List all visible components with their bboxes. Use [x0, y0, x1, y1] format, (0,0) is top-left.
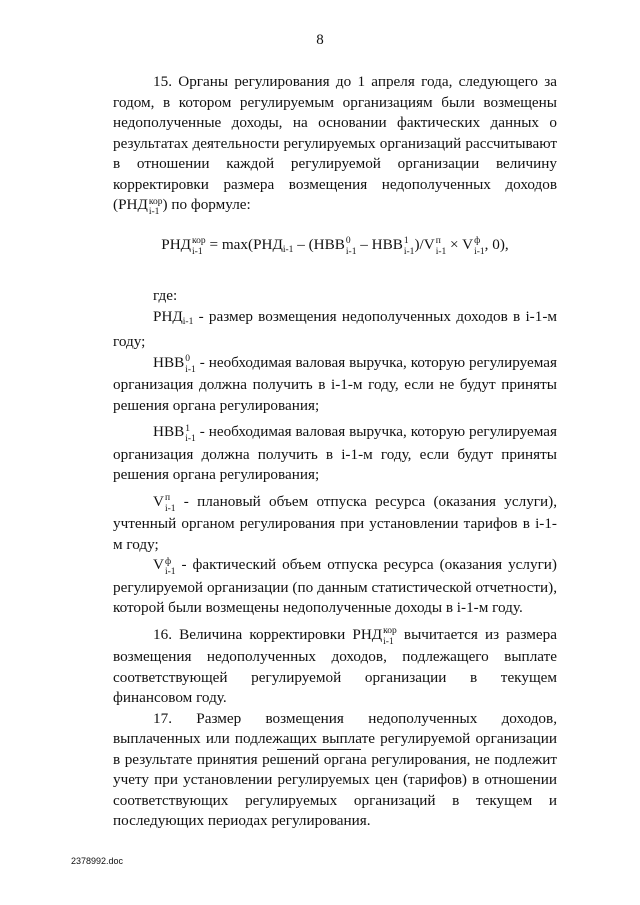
superscript: ф — [164, 556, 172, 567]
subscript: i-1 — [282, 244, 294, 255]
sup-sub — [185, 355, 196, 375]
formula-term-1: РНД — [253, 235, 283, 253]
superscript: 1 — [185, 423, 190, 434]
rnd-kor-symbol — [118, 196, 163, 217]
formula-term-2: НВВ — [313, 235, 345, 253]
page-number: 8 — [316, 32, 324, 48]
sup-sub — [185, 425, 196, 445]
definition-rnd — [113, 307, 557, 353]
superscript: п — [435, 236, 441, 246]
definition-symbol — [153, 423, 196, 444]
sup-sub — [149, 198, 163, 218]
subscript: i-1 — [185, 364, 196, 375]
symbol-base: РНД — [118, 196, 148, 213]
symbol-base: НВВ — [153, 353, 185, 371]
formula-term-5: V — [462, 235, 474, 253]
formula-term-3-indices — [404, 237, 415, 257]
paragraph-15-text: 15. Органы регулирования до 1 апреля года, следующего за годом, в котором регулируемым организациям были возмещены недополученные доходы, на основании фактических данных о результатах деятельности регулируемых организаций рассчитывают в отношении каждой регулируемой организации величину корректировки размера возмещения недополученных доходов ( — [113, 73, 557, 213]
superscript: 1 — [403, 236, 409, 246]
subscript: i-1 — [403, 246, 415, 257]
sup-sub — [165, 494, 176, 514]
definition-text: - фактический объем отпуска ресурса (оказания услуги) регулируемой организации (по данным статистической отчетности), которой были возмещены недополученные доходы в i-1-м году. — [113, 556, 557, 616]
definition-text: - размер возмещения недополученных доходов в i-1-м году; — [113, 307, 557, 350]
formula-term-3: НВВ — [371, 235, 403, 253]
superscript: кор — [148, 196, 163, 207]
paragraph-16-text: вычитается из размера возмещения недополученных доходов, подлежащего выплате соответствующей регулируемой организации в текущем финансовом году. — [113, 625, 557, 706]
rnd-kor-symbol — [352, 625, 397, 647]
definition-text: - необходимая валовая выручка, которую регулируемая организация должна получить в i-1-м году, если не будут приняты решения органа регулирования; — [113, 353, 557, 414]
formula-lhs: РНД — [161, 235, 192, 253]
sup-sub — [383, 627, 397, 647]
file-name-footer: 2378992.doc — [71, 856, 124, 866]
paragraph-15-tail: ) по формуле: — [162, 196, 251, 213]
superscript: кор — [383, 626, 397, 636]
definition-text: - необходимая валовая выручка, которую регулируемая организация должна получить в i-1-м году, если будут приняты решения органа регулирования; — [113, 423, 557, 483]
document-body — [113, 72, 557, 832]
subscript: i-1 — [383, 636, 394, 647]
subscript: i-1 — [148, 207, 160, 217]
subscript: i-1 — [164, 503, 176, 514]
subscript: i-1 — [192, 246, 203, 257]
formula-term-4: V — [423, 235, 435, 253]
superscript: кор — [192, 236, 206, 246]
subscript: i-1 — [185, 434, 196, 444]
superscript: ф — [474, 236, 481, 246]
paragraph-15 — [113, 72, 557, 218]
end-rule — [277, 749, 361, 750]
formula-op: – ( — [293, 235, 314, 253]
symbol-base: НВВ — [153, 423, 185, 440]
definition-text: - плановый объем отпуска ресурса (оказания услуги), учтенный органом регулирования при установлении тарифов в i-1-м году; — [113, 492, 557, 553]
subscript: i-1 — [435, 246, 447, 257]
subscript: i-1 — [164, 567, 176, 577]
definition-v-fact — [113, 555, 557, 619]
superscript: 0 — [345, 236, 351, 246]
definition-nvv1 — [113, 422, 557, 486]
paragraph-17: 17. Размер возмещения недополученных доходов, выплаченных или подлежащих выплате регулируемой организации в результате принятия решений органа регулирования, не подлежит учету при установлении регулируемых цен (тарифов) в отношении соответствующих регулируемых организаций в текущем и последующих периодах регулирования. — [113, 709, 557, 829]
subscript: i-1 — [474, 246, 485, 257]
formula-term-2-indices — [346, 237, 357, 257]
subscript: i-1 — [182, 316, 194, 327]
symbol-base: V — [153, 556, 164, 573]
definition-symbol — [153, 308, 193, 325]
formula-op: )/ — [414, 235, 424, 253]
formula-term-4-indices — [436, 237, 447, 257]
subscript: i-1 — [345, 246, 357, 257]
paragraph-16-lead: 16. Величина корректировки — [153, 625, 353, 643]
superscript: п — [164, 493, 171, 503]
formula-op: × — [446, 235, 463, 253]
definition-symbol — [153, 492, 176, 514]
formula-term-5-indices — [474, 237, 485, 257]
correction-formula — [113, 235, 557, 261]
formula-end: , 0), — [484, 235, 509, 253]
where-label: где: — [153, 287, 178, 304]
paragraph-16 — [113, 625, 557, 709]
definition-v-plan — [113, 492, 557, 556]
symbol-base: РНД — [352, 625, 383, 643]
symbol-base: V — [153, 492, 164, 510]
symbol-base: РНД — [153, 307, 183, 325]
superscript: 0 — [185, 354, 190, 364]
sup-sub — [165, 558, 176, 578]
definition-symbol — [153, 353, 196, 375]
formula-lhs-indices — [192, 237, 206, 257]
definition-symbol — [153, 556, 176, 577]
formula-op: – — [356, 235, 372, 253]
formula-eq: = max( — [205, 235, 254, 253]
definition-nvv0 — [113, 353, 557, 417]
